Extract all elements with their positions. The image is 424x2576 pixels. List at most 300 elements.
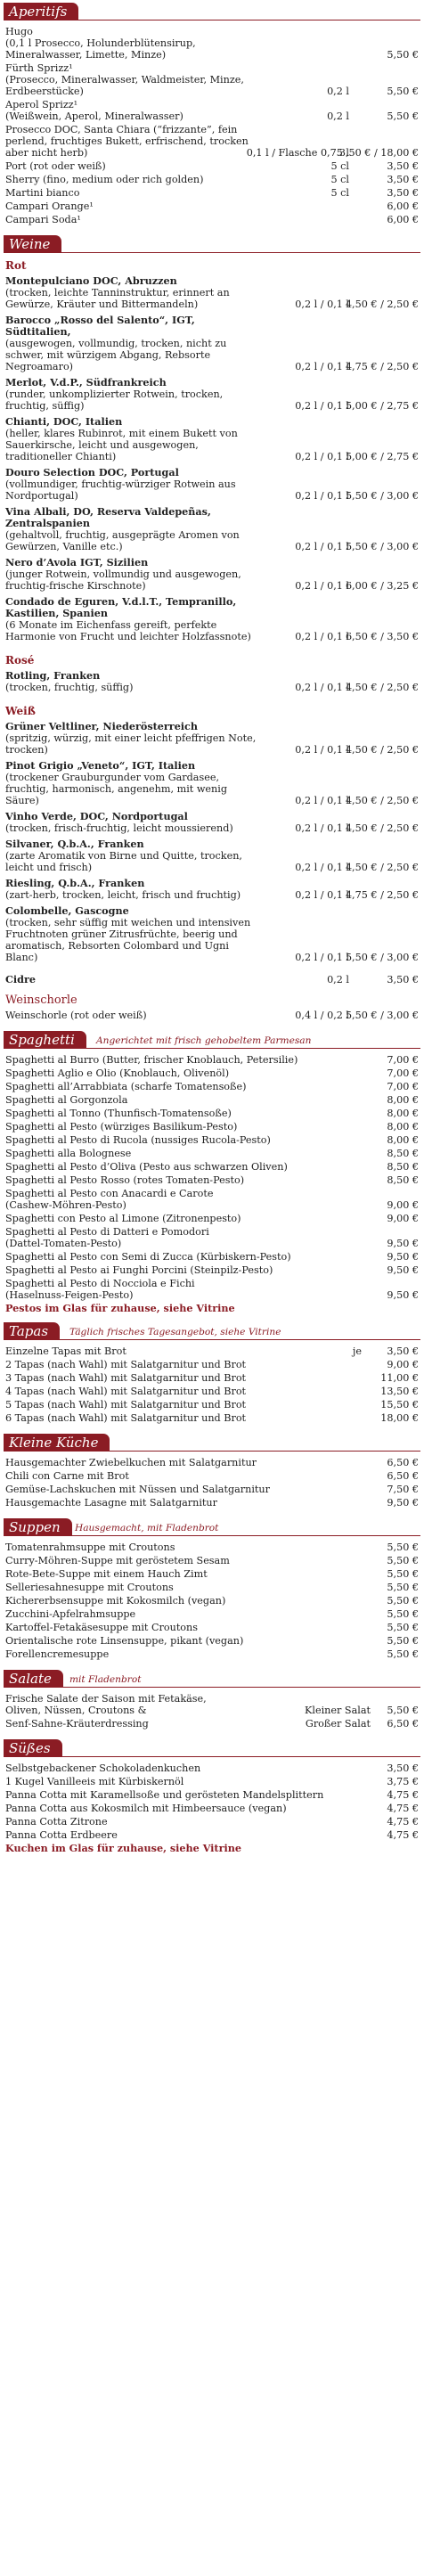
item-volume: 0,2 l / 0,1 l [295,822,349,834]
list-item [4,124,424,159]
list-item [4,1278,424,1301]
section-title: Salate [4,1670,63,1688]
wine-description: (trocken, sehr süffig mit weichen und intensiven Fruchtnoten grüner Zitrusfrüchte, beerig und aromatisch, Rebsorten Colombard und Ugni Blanc) [5,917,251,963]
suppen-list [4,1542,424,1660]
wine-item [4,811,424,834]
list-item [4,62,424,97]
item-price: 13,50 € [380,1386,419,1397]
item-name: Spaghetti al Pesto d’Oliva (Pesto aus schwarzen Oliven) [5,1161,288,1173]
list-item [4,1457,424,1468]
item-price: 5,00 € / 2,75 € [345,451,419,462]
item-price: 4,50 € / 2,50 € [345,822,419,834]
item-volume: 0,2 l [327,86,349,97]
item-price: 6,50 € / 3,50 € [345,631,419,642]
list-item [4,174,424,185]
item-volume: 0,2 l / 0,1 l [295,862,349,873]
wine-item [4,557,424,592]
item-name: 6 Tapas (nach Wahl) mit Salatgarnitur und Brot [5,1412,247,1424]
list-item [4,1359,424,1370]
item-name: Spaghetti al Pesto di Rucola (nussiges Rucola-Pesto) [5,1134,271,1146]
item-volume: 0,2 l [327,110,349,122]
item-price: 8,00 € [387,1134,419,1146]
section-title: Süßes [4,1739,62,1757]
wine-name: Colombelle, Gascogne [5,904,129,917]
list-item [4,1693,424,1716]
list-item [4,1121,424,1133]
section-header [4,1519,420,1536]
item-name: Kichererbsensuppe mit Kokosmilch (vegan) [5,1595,226,1607]
cidre-name: Cidre [5,973,36,985]
section-title: Weine [4,235,61,253]
item-price: 7,00 € [387,1067,419,1079]
item-volume: 0,2 l / 0,1 l [295,889,349,901]
item-name: 4 Tapas (nach Wahl) mit Salatgarnitur und Brot [5,1386,247,1397]
section-title: Aperitifs [4,3,78,20]
list-item [4,187,424,199]
item-price: 7,00 € [387,1081,419,1092]
wine-description: (runder, unkomplizierter Rotwein, trocken, fruchtig, süffig) [5,388,224,412]
item-price: 9,00 € [387,1199,419,1211]
item-price: 5,50 € [387,1542,419,1553]
item-volume: 0,2 l / 0,1 l [295,744,349,756]
item-price: 4,50 € / 2,50 € [345,298,419,310]
salate-list [4,1693,424,1730]
wine-description: (trocken, frisch-fruchtig, leicht moussierend) [5,822,233,834]
item-price: 5,50 € / 3,00 € [345,952,419,963]
item-name: Campari Soda¹ [5,214,81,225]
wine-name: Pinot Grigio „Veneto“, IGT, Italien [5,759,196,772]
item-name: Forellencremesuppe [5,1648,110,1660]
list-item [4,1776,424,1787]
list-item [4,214,424,225]
item-name: Spaghetti al Pesto con Semi di Zucca (Kürbiskern-Pesto) [5,1251,291,1263]
item-name: Spaghetti Aglio e Olio (Knoblauch, Olivenöl) [5,1067,230,1079]
item-price: 4,50 € / 2,50 € [345,795,419,806]
section-suesses [4,1740,424,1854]
item-price: 5,50 € [387,86,419,97]
item-qualifier: Großer Salat [305,1718,371,1730]
wine-item [4,377,424,412]
item-name [5,416,264,462]
wine-item [4,315,424,372]
item-name [5,811,264,834]
section-footer-note: Kuchen im Glas für zuhause, siehe Vitrine [5,1842,241,1854]
item-name [5,838,264,873]
item-price: 8,00 € [387,1094,419,1106]
item-price: 5,50 € / 3,00 € [345,541,419,552]
section-suppen [4,1519,424,1660]
item-name: Panna Cotta Erdbeere [5,1829,118,1841]
item-name: Chili con Carne mit Brot [5,1470,129,1482]
item-volume: 5 cl [330,160,349,172]
list-item [4,1718,424,1730]
wine-description: (trocken, leichte Tanninstruktur, erinnert an Gewürze, Kräuter und Bittermandeln) [5,287,230,310]
item-price: 5,50 € [387,1705,419,1716]
item-name: Panna Cotta Zitrone [5,1816,108,1828]
item-name: Martini bianco [5,187,80,199]
list-item [4,1081,424,1092]
section-title: Tapas [4,1322,60,1340]
item-price: 3,50 € [387,1762,419,1774]
item-price: 4,75 € / 2,50 € [345,361,419,372]
item-price: 6,50 € [387,1718,419,1730]
tapas-list [4,1345,424,1424]
item-price: 8,50 € [387,1148,419,1159]
item-price: 9,50 € [387,1289,419,1301]
item-volume: 0,2 l / 0,1 l [295,490,349,502]
item-price: 9,50 € [387,1238,419,1249]
item-price: 8,50 € [387,1161,419,1173]
wine-item [4,275,424,310]
item-price: 5,50 € / 3,00 € [345,1010,419,1021]
section-title: Spaghetti [4,1031,86,1049]
item-name [5,721,264,756]
list-item [4,1635,424,1647]
list-item [4,1470,424,1482]
list-item [4,1568,424,1580]
wine-description: (heller, klares Rubinrot, mit einem Bukett von Sauerkirsche, leicht und ausgewogen, traditioneller Chianti) [5,428,238,462]
list-item [4,26,424,61]
wine-item [4,721,424,756]
item-name: 5 Tapas (nach Wahl) mit Salatgarnitur und Brot [5,1399,247,1411]
wine-description: (gehaltvoll, fruchtig, ausgeprägte Aromen von Gewürzen, Vanille etc.) [5,529,240,552]
list-item [4,1161,424,1173]
wine-description: (trocken, fruchtig, süffig) [5,682,134,693]
wine-name: Rotling, Franken [5,669,101,682]
item-name [5,315,264,372]
item-name: Aperol Sprizz¹ (Weißwein, Aperol, Mineralwasser) [5,99,183,122]
wine-name: Barocco „Rosso del Salento“, IGT, Südtitalien, [5,314,195,338]
item-volume: 0,2 l / 0,1 l [295,451,349,462]
item-name: Fürth Sprizz¹ (Prosecco, Mineralwasser, Waldmeister, Minze, Erdbeerstücke) [5,62,244,97]
wine-name: Vina Albali, DO, Reserva Valdepeñas, Zentralspanien [5,505,211,529]
item-name [5,974,273,985]
weisswein-list [4,721,424,963]
item-name: 1 Kugel Vanilleeis mit Kürbiskernöl [5,1776,184,1787]
wine-name: Merlot, V.d.P., Südfrankreich [5,376,167,388]
item-volume: 0,2 l / 0,1 l [295,682,349,693]
suesses-list [4,1762,424,1841]
item-price: 3,50 € [387,974,419,985]
item-volume: 5 cl [330,187,349,199]
wine-description: (ausgewogen, vollmundig, trocken, nicht zu schwer, mit würzigem Abgang, Rebsorte Negroamaro) [5,338,227,372]
item-price: 4,50 € / 2,50 € [345,682,419,693]
list-item [4,1816,424,1828]
item-price: 4,75 € [387,1789,419,1801]
wine-name: Chianti, DOC, Italien [5,415,123,428]
item-name: 2 Tapas (nach Wahl) mit Salatgarnitur und Brot [5,1359,247,1370]
item-volume: 0,2 l / 0,1 l [295,795,349,806]
rotwein-list [4,275,424,642]
item-price: 6,00 € / 3,25 € [345,580,419,592]
item-name: Spaghetti al Pesto di Nocciola e Fichi (Haselnuss-Feigen-Pesto) [5,1278,195,1301]
item-name: Panna Cotta mit Karamellsoße und gerösteten Mandelsplittern [5,1789,324,1801]
list-item [4,1174,424,1186]
section-aperitifs [4,4,424,225]
wine-description: (vollmundiger, fruchtig-würziger Rotwein aus Nordportugal) [5,478,236,502]
wine-name: Vinho Verde, DOC, Nordportugal [5,810,188,822]
item-name: Kartoffel-Fetakäsesuppe mit Croutons [5,1622,198,1633]
list-item [4,1067,424,1079]
item-price: 6,50 € [387,1470,419,1482]
list-item [4,1789,424,1801]
item-name: Spaghetti alla Bolognese [5,1148,132,1159]
item-price: 4,75 € [387,1803,419,1814]
item-price: 5,50 € [387,49,419,61]
subsection-title-rot: Rot [5,259,27,272]
item-name: Zucchini-Apfelrahmsuppe [5,1608,136,1620]
section-kleine-kueche [4,1435,424,1509]
item-price: 15,50 € [380,1399,419,1411]
list-item [4,1094,424,1106]
item-price: 5,00 € / 2,75 € [345,400,419,412]
section-weine [4,236,424,1021]
item-price: 5,50 € [387,1582,419,1593]
item-price: 3,50 € [387,174,419,185]
item-price: 4,50 € / 2,50 € [345,862,419,873]
item-volume: 0,2 l / 0,1 l [295,631,349,642]
item-name [5,878,264,901]
list-item [4,1345,424,1357]
item-price: 4,75 € [387,1829,419,1841]
item-name: Selbstgebackener Schokoladenkuchen [5,1762,201,1774]
item-price: 5,50 € / 3,00 € [345,490,419,502]
item-name: 3 Tapas (nach Wahl) mit Salatgarnitur und Brot [5,1372,247,1384]
item-name: Selleriesahnesuppe mit Croutons [5,1582,174,1593]
item-name: Rote-Bete-Suppe mit einem Hauch Zimt [5,1568,208,1580]
wine-description: (zart-herb, trocken, leicht, frisch und fruchtig) [5,889,241,901]
item-price: 6,00 € [387,214,419,225]
item-name: Einzelne Tapas mit Brot [5,1345,126,1357]
item-name: Curry-Möhren-Suppe mit geröstetem Sesam [5,1555,230,1566]
item-name: Spaghetti all’Arrabbiata (scharfe Tomatensoße) [5,1081,247,1092]
item-price: 9,00 € [387,1359,419,1370]
item-name: Gemüse-Lachskuchen mit Nüssen und Salatgarnitur [5,1484,270,1495]
item-name: Hausgemachter Zwiebelkuchen mit Salatgarnitur [5,1457,257,1468]
list-item [4,1264,424,1276]
item-price: 18,00 € [380,1412,419,1424]
section-note: mit Fladenbrot [69,1674,142,1685]
section-salate [4,1671,424,1730]
list-item [4,160,424,172]
list-item [4,1497,424,1509]
item-volume: 0,2 l / 0,1 l [295,361,349,372]
item-price: 9,50 € [387,1497,419,1509]
item-name: Spaghetti al Pesto ai Funghi Porcini (Steinpilz-Pesto) [5,1264,273,1276]
item-name: Spaghetti al Burro (Butter, frischer Knoblauch, Petersilie) [5,1054,298,1066]
wine-item [4,467,424,502]
item-name: Spaghetti con Pesto al Limone (Zitronenpesto) [5,1213,241,1224]
item-price: 4,75 € [387,1816,419,1828]
item-name: Spaghetti al Pesto Rosso (rotes Tomaten-Pesto) [5,1174,245,1186]
item-price: 6,00 € [387,200,419,212]
item-name: Senf-Sahne-Kräuterdressing [5,1718,149,1730]
subsection-title-weinschorle: Weinschorle [5,994,77,1007]
list-item [4,1226,424,1249]
item-name: Panna Cotta aus Kokosmilch mit Himbeersauce (vegan) [5,1803,287,1814]
item-name [5,760,264,806]
list-item [4,1213,424,1224]
list-item [4,1108,424,1119]
item-name: Tomatenrahmsuppe mit Croutons [5,1542,175,1553]
wine-item [4,416,424,462]
item-name: Spaghetti al Tonno (Thunfisch-Tomatensoße) [5,1108,232,1119]
wine-description: (spritzig, würzig, mit einer leicht pfeffrigen Note, trocken) [5,732,257,756]
list-item [4,99,424,122]
item-volume: 0,2 l / 0,1 l [295,541,349,552]
item-price: 5,50 € [387,1622,419,1633]
wine-item [4,506,424,552]
list-item [4,200,424,212]
list-item [4,1412,424,1424]
section-header [4,4,420,20]
list-item [4,1608,424,1620]
wine-description: (6 Monate im Eichenfass gereift, perfekte Harmonie von Frucht und leichter Holzfassnote) [5,619,251,642]
item-name [5,557,264,592]
item-price: 3,50 € [387,1345,419,1357]
kueche-list [4,1457,424,1509]
section-title: Suppen [4,1518,72,1536]
section-header [4,236,420,253]
item-price: 8,50 € [387,1174,419,1186]
section-footer-note: Pestos im Glas für zuhause, siehe Vitrine [5,1302,235,1314]
list-item [4,1595,424,1607]
item-price: 8,00 € [387,1108,419,1119]
wine-description: (zarte Aromatik von Birne und Quitte, trocken, leicht und frisch) [5,850,242,873]
item-price: 9,50 € [387,1251,419,1263]
wine-name: Nero d’Avola IGT, Sizilien [5,556,149,568]
section-spaghetti [4,1032,424,1314]
wine-item [4,760,424,806]
item-volume: 0,2 l / 0,1 l [295,580,349,592]
item-price: 6,50 € [387,1457,419,1468]
item-price: 4,75 € / 2,50 € [345,889,419,901]
item-name: Sherry (fino, medium oder rich golden) [5,174,204,185]
item-name: Campari Orange¹ [5,200,94,212]
list-item-cidre [4,974,424,985]
item-name: Hugo (0,1 l Prosecco, Holunderblütensirup, Mineralwasser, Limette, Minze) [5,26,196,61]
subsection-title-rose: Rosé [5,654,35,666]
item-price: 3,50 € [387,187,419,199]
wine-name: Grüner Veltliner, Niederösterreich [5,720,199,732]
item-name [5,275,264,310]
item-volume: 0,2 l [327,974,349,985]
item-price: 5,50 € [387,1595,419,1607]
list-item [4,1188,424,1211]
item-volume: 0,2 l / 0,1 l [295,952,349,963]
list-item [4,1372,424,1384]
item-price: 7,50 € [387,1484,419,1495]
section-header [4,1435,420,1452]
item-price: 3,75 € [387,1776,419,1787]
list-item [4,1803,424,1814]
item-name [5,506,264,552]
section-title: Kleine Küche [4,1434,110,1452]
list-item [4,1484,424,1495]
item-qualifier: je [352,1345,362,1357]
item-price: 7,00 € [387,1054,419,1066]
list-item [4,1399,424,1411]
wine-item [4,670,424,693]
list-item [4,1148,424,1159]
spaghetti-list [4,1054,424,1301]
item-price: 9,50 € [387,1264,419,1276]
item-name: Prosecco DOC, Santa Chiara (“frizzante”, fein perlend, fruchtiges Bukett, erfrischend, trocken aber nicht herb) [5,124,249,159]
item-name [5,670,264,693]
section-header [4,1671,420,1688]
rose-list [4,670,424,693]
item-name [5,377,264,412]
item-name: Orientalische rote Linsensuppe, pikant (vegan) [5,1635,244,1647]
item-price: 3,50 € / 18,00 € [338,147,419,159]
wine-description: (trockener Grauburgunder vom Gardasee, fruchtig, harmonisch, angenehm, mit wenig Säure) [5,772,227,806]
list-item [4,1542,424,1553]
wine-name: Riesling, Q.b.A., Franken [5,877,145,889]
list-item [4,1829,424,1841]
section-note: Täglich frisches Tagesangebot, siehe Vitrine [69,1327,281,1337]
item-name [5,596,264,642]
list-item [4,1134,424,1146]
list-item [4,1555,424,1566]
wine-name: Condado de Eguren, V.d.l.T., Tempranillo, Kastilien, Spanien [5,595,237,619]
item-name: Spaghetti al Pesto di Datteri e Pomodori (Dattel-Tomaten-Pesto) [5,1226,209,1249]
item-volume: 0,2 l / 0,1 l [295,400,349,412]
list-item [4,1386,424,1397]
item-name: Weinschorle (rot oder weiß) [5,1010,147,1021]
wine-item [4,838,424,873]
subsection-title-weiss: Weiß [5,705,36,717]
section-note: Angerichtet mit frisch gehobeltem Parmesan [96,1035,312,1046]
wine-item [4,905,424,963]
item-name: Frische Salate der Saison mit Fetakäse, Oliven, Nüssen, Croutons & [5,1693,207,1716]
item-volume: 5 cl [330,174,349,185]
list-item-weinschorle [4,1010,424,1021]
wine-name: Silvaner, Q.b.A., Franken [5,838,144,850]
item-name: Spaghetti al Pesto con Anacardi e Carote (Cashew-Möhren-Pesto) [5,1188,214,1211]
item-price: 5,50 € [387,1635,419,1647]
wine-name: Douro Selection DOC, Portugal [5,466,179,478]
section-header [4,1740,420,1757]
item-price: 5,50 € [387,1608,419,1620]
item-name: Hausgemachte Lasagne mit Salatgarnitur [5,1497,217,1509]
section-header [4,1323,420,1340]
item-price: 3,50 € [387,160,419,172]
item-volume: 0,1 l / Flasche 0,75 l [246,147,349,159]
item-volume: 0,4 l / 0,2 l [295,1010,349,1021]
list-item [4,1622,424,1633]
item-name: Port (rot oder weiß) [5,160,106,172]
item-price: 5,50 € [387,110,419,122]
section-tapas [4,1323,424,1424]
item-price: 5,50 € [387,1555,419,1566]
item-volume: 0,2 l / 0,1 l [295,298,349,310]
item-name [5,905,264,963]
list-item [4,1582,424,1593]
item-price: 5,50 € [387,1568,419,1580]
aperitif-list [4,26,424,225]
section-note: Hausgemacht, mit Fladenbrot [75,1523,219,1533]
list-item [4,1251,424,1263]
item-name: Spaghetti al Gorgonzola [5,1094,128,1106]
wine-description: (junger Rotwein, vollmundig und ausgewogen, fruchtig-frische Kirschnote) [5,568,241,592]
list-item [4,1054,424,1066]
item-name: Spaghetti al Pesto (würziges Basilikum-Pesto) [5,1121,238,1133]
list-item [4,1648,424,1660]
item-price: 5,50 € [387,1648,419,1660]
wine-name: Montepulciano DOC, Abruzzen [5,274,177,287]
item-price: 8,00 € [387,1121,419,1133]
item-price: 4,50 € / 2,50 € [345,744,419,756]
